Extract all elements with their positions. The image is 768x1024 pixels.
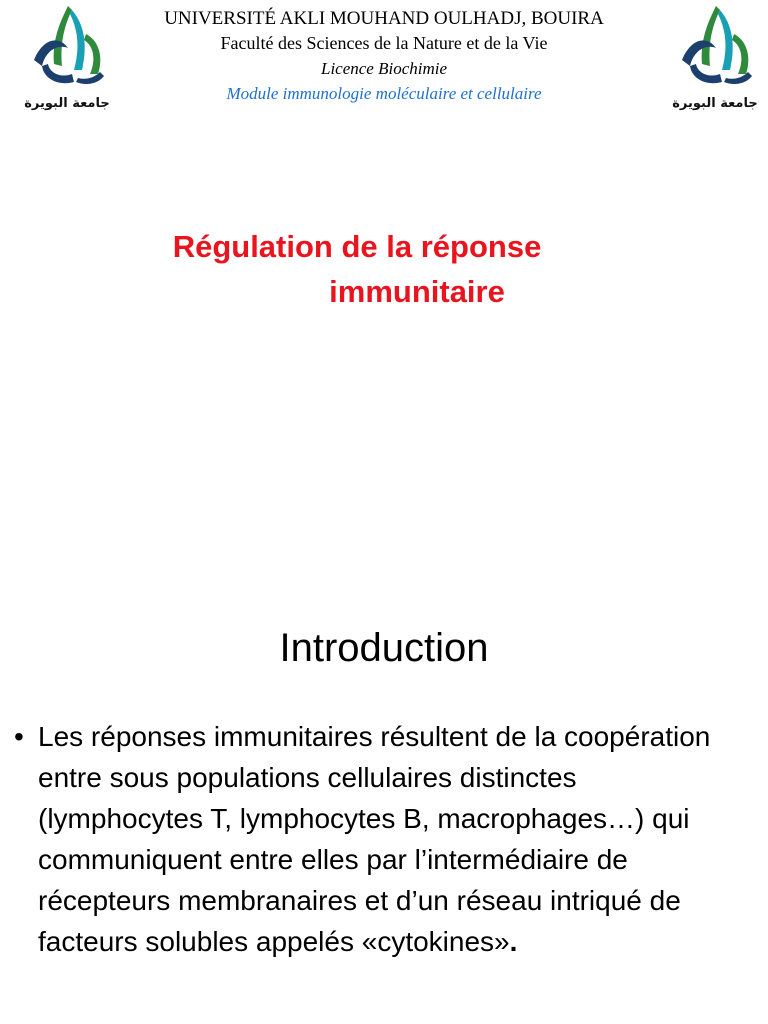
section-heading: Introduction: [279, 626, 489, 670]
bullet-end-period: .: [509, 926, 518, 957]
university-logo-left: [24, 4, 110, 114]
university-logo-right: [672, 4, 758, 114]
faculty-name: Faculté des Sciences de la Nature et de la Vie: [220, 33, 548, 53]
institution-header: [110, 6, 658, 106]
university-logo-icon: [672, 4, 758, 96]
bullet-marker: •: [14, 721, 24, 752]
slide-title-line1: Régulation de la réponse: [172, 229, 542, 264]
slide-title-line2: immunitaire: [329, 274, 505, 309]
licence-name: Licence Biochimie: [320, 59, 448, 78]
bullet-item: [14, 716, 744, 962]
logo-caption-left: جامعة البويرة: [24, 96, 110, 111]
slide-title: [130, 224, 584, 314]
bullet-text: [38, 716, 744, 962]
university-name: UNIVERSITÉ AKLI MOUHAND OULHADJ, BOUIRA: [164, 8, 604, 29]
module-name: Module immunologie moléculaire et cellulaire: [226, 84, 542, 103]
logo-caption-right: جامعة البويرة: [672, 96, 758, 111]
university-logo-icon: [24, 4, 110, 96]
bullet-main-text: Les réponses immunitaires résultent de la coopération entre sous populations cellulaires distinctes (lymphocytes T, lymphocytes B, macrophages…) qui communiquent entre elles par l’intermédiaire de récepteurs membranaires et d’un réseau intriqué de facteurs solubles appelés «cytokines»: [38, 721, 711, 957]
